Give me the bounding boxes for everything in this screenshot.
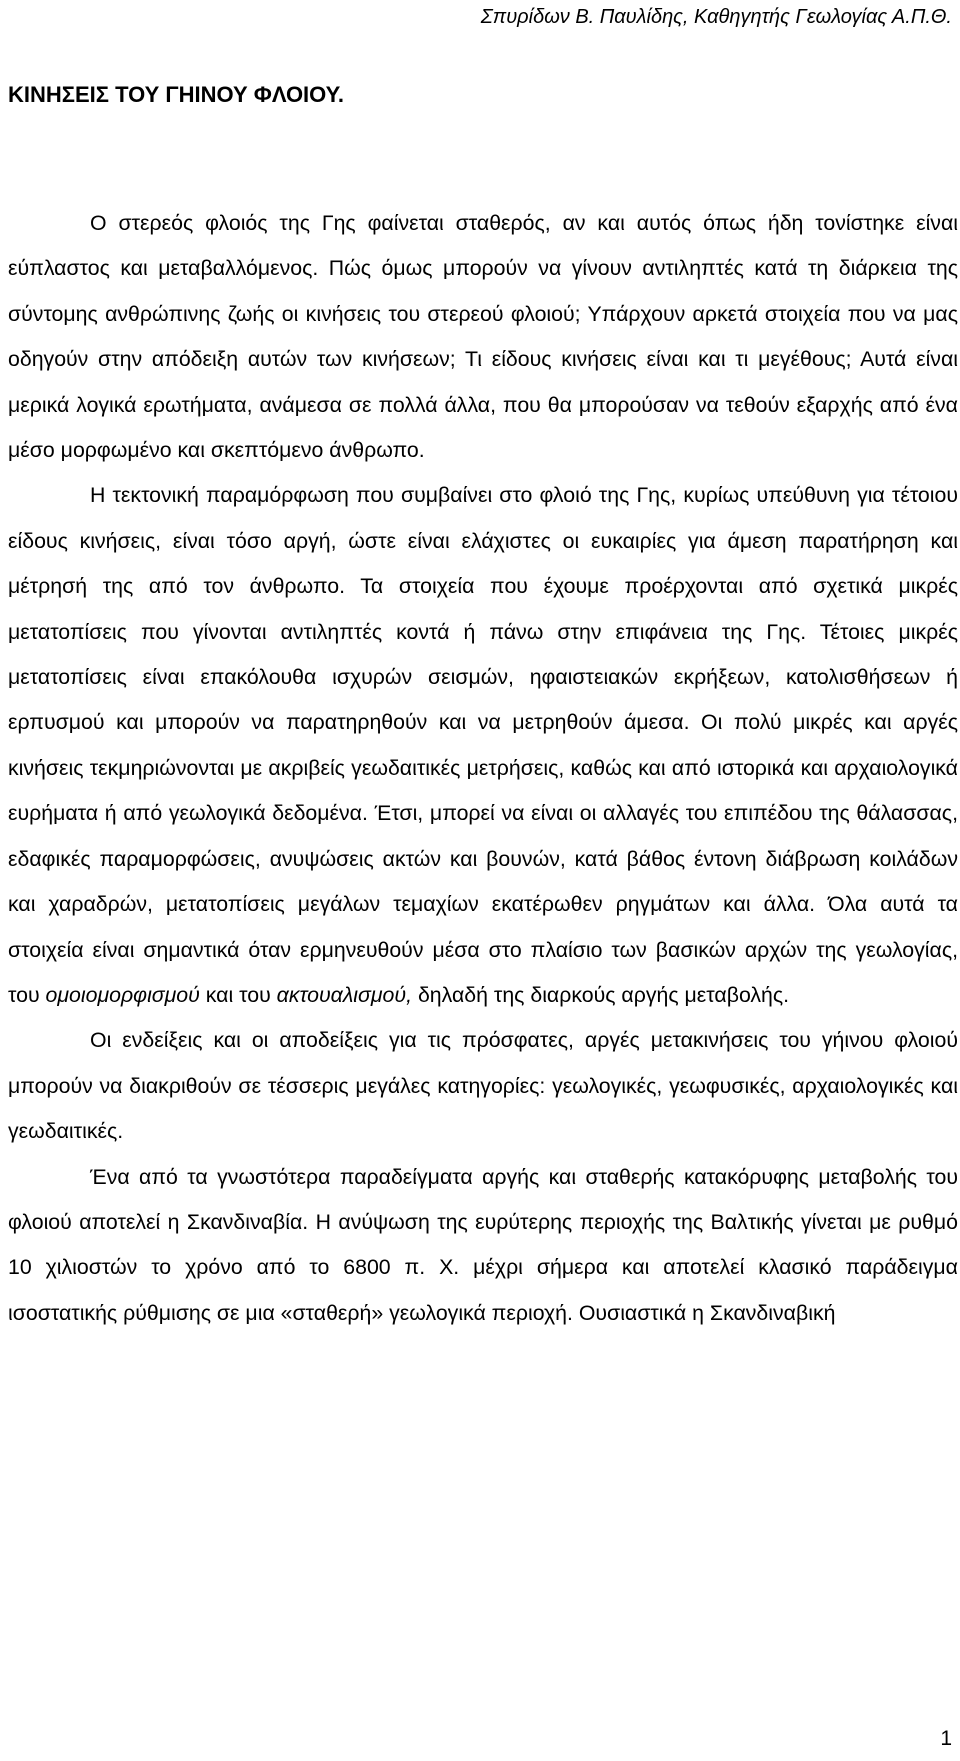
document-body xyxy=(8,201,958,1336)
document-title: ΚΙΝΗΣΕΙΣ ΤΟΥ ΓΗΙΝΟΥ ΦΛΟΙΟΥ. xyxy=(8,82,345,107)
paragraph-1: Ο στερεός φλοιός της Γης φαίνεται σταθερός, αν και αυτός όπως ήδη τονίστηκε είναι εύπλαστος και μεταβαλλόμενος. Πώς όμως μπορούν να γίνουν αντιληπτές κατά τη διάρκεια της σύντομης ανθρώπινης ζωής οι κινήσεις του στερεού φλοιού; Υπάρχουν αρκετά στοιχεία που να μας οδηγούν στην απόδειξη αυτών των κινήσεων; Τι είδους κινήσεις είναι και τι μεγέθους; Αυτά είναι μερικά λογικά ερωτήματα, ανάμεσα σε πολλά άλλα, που θα μπορούσαν να τεθούν εξαρχής από ένα μέσο μορφωμένο και σκεπτόμενο άνθρωπο. xyxy=(8,211,958,463)
page-header xyxy=(0,0,952,30)
paragraph-2 xyxy=(8,473,958,1018)
paragraph-2-text-b: και του xyxy=(205,982,271,1007)
term-actualism: ακτουαλισμού, xyxy=(276,982,413,1007)
header-author: Σπυρίδων Β. Παυλίδης, Καθηγητής Γεωλογίας Α.Π.Θ. xyxy=(480,6,952,28)
term-uniformitarianism: ομοιομορφισμού xyxy=(45,982,200,1007)
paragraph-2-text-c: δηλαδή της διαρκούς αργής μεταβολής. xyxy=(417,982,790,1007)
page-number: 1 xyxy=(940,1727,952,1750)
paragraph-3: Οι ενδείξεις και οι αποδείξεις για τις πρόσφατες, αργές μετακινήσεις του γήινου φλοιού μπορούν να διακριθούν σε τέσσερις μεγάλες κατηγορίες: γεωλογικές, γεωφυσικές, αρχαιολογικές και γεωδαιτικές. xyxy=(8,1028,958,1144)
paragraph-4: Ένα από τα γνωστότερα παραδείγματα αργής και σταθερής κατακόρυφης μεταβολής του φλοιού αποτελεί η Σκανδιναβία. Η ανύψωση της ευρύτερης περιοχής της Βαλτικής γίνεται με ρυθμό 10 χιλιοστών το χρόνο από το 6800 π. Χ. μέχρι σήμερα και αποτελεί κλασικό παράδειγμα ισοστατικής ρύθμισης σε μια «σταθερή» γεωλογικά περιοχή. Ουσιαστικά η Σκανδιναβική xyxy=(8,1164,958,1325)
paragraph-2-text-a: Η τεκτονική παραμόρφωση που συμβαίνει στο φλοιό της Γης, κυρίως υπεύθυνη για τέτοιου είδους κινήσεις, είναι τόσο αργή, ώστε είναι ελάχιστες οι ευκαιρίες για άμεση παρατήρηση και μέτρησή της από τον άνθρωπο. Τα στοιχεία που έχουμε προέρχονται από σχετικά μικρές μετατοπίσεις που γίνονται αντιληπτές κοντά ή πάνω στην επιφάνεια της Γης. Τέτοιες μικρές μετατοπίσεις είναι επακόλουθα ισχυρών σεισμών, ηφαιστειακών εκρήξεων, κατολισθήσεων ή ερπυσμού και μπορούν να παρατηρηθούν και να μετρηθούν άμεσα. Οι πολύ μικρές και αργές κινήσεις τεκμηριώνονται με ακριβείς γεωδαιτικές μετρήσεις, καθώς και από ιστορικά και αρχαιολογικά ευρήματα ή από γεωλογικά δεδομένα. Έτσι, μπορεί να είναι οι αλλαγές του επιπέδου της θάλασσας, εδαφικές παραμορφώσεις, ανυψώσεις ακτών και βουνών, κατά βάθος έντονη διάβρωση κοιλάδων και χαραδρών, μετατοπίσεις μεγάλων τεμαχίων εκατέρωθεν ρηγμάτων και άλλα. Όλα αυτά τα στοιχεία είναι σημαντικά όταν ερμηνευθούν μέσα στο πλαίσιο των βασικών αρχών της γεωλογίας, του xyxy=(8,483,958,1007)
